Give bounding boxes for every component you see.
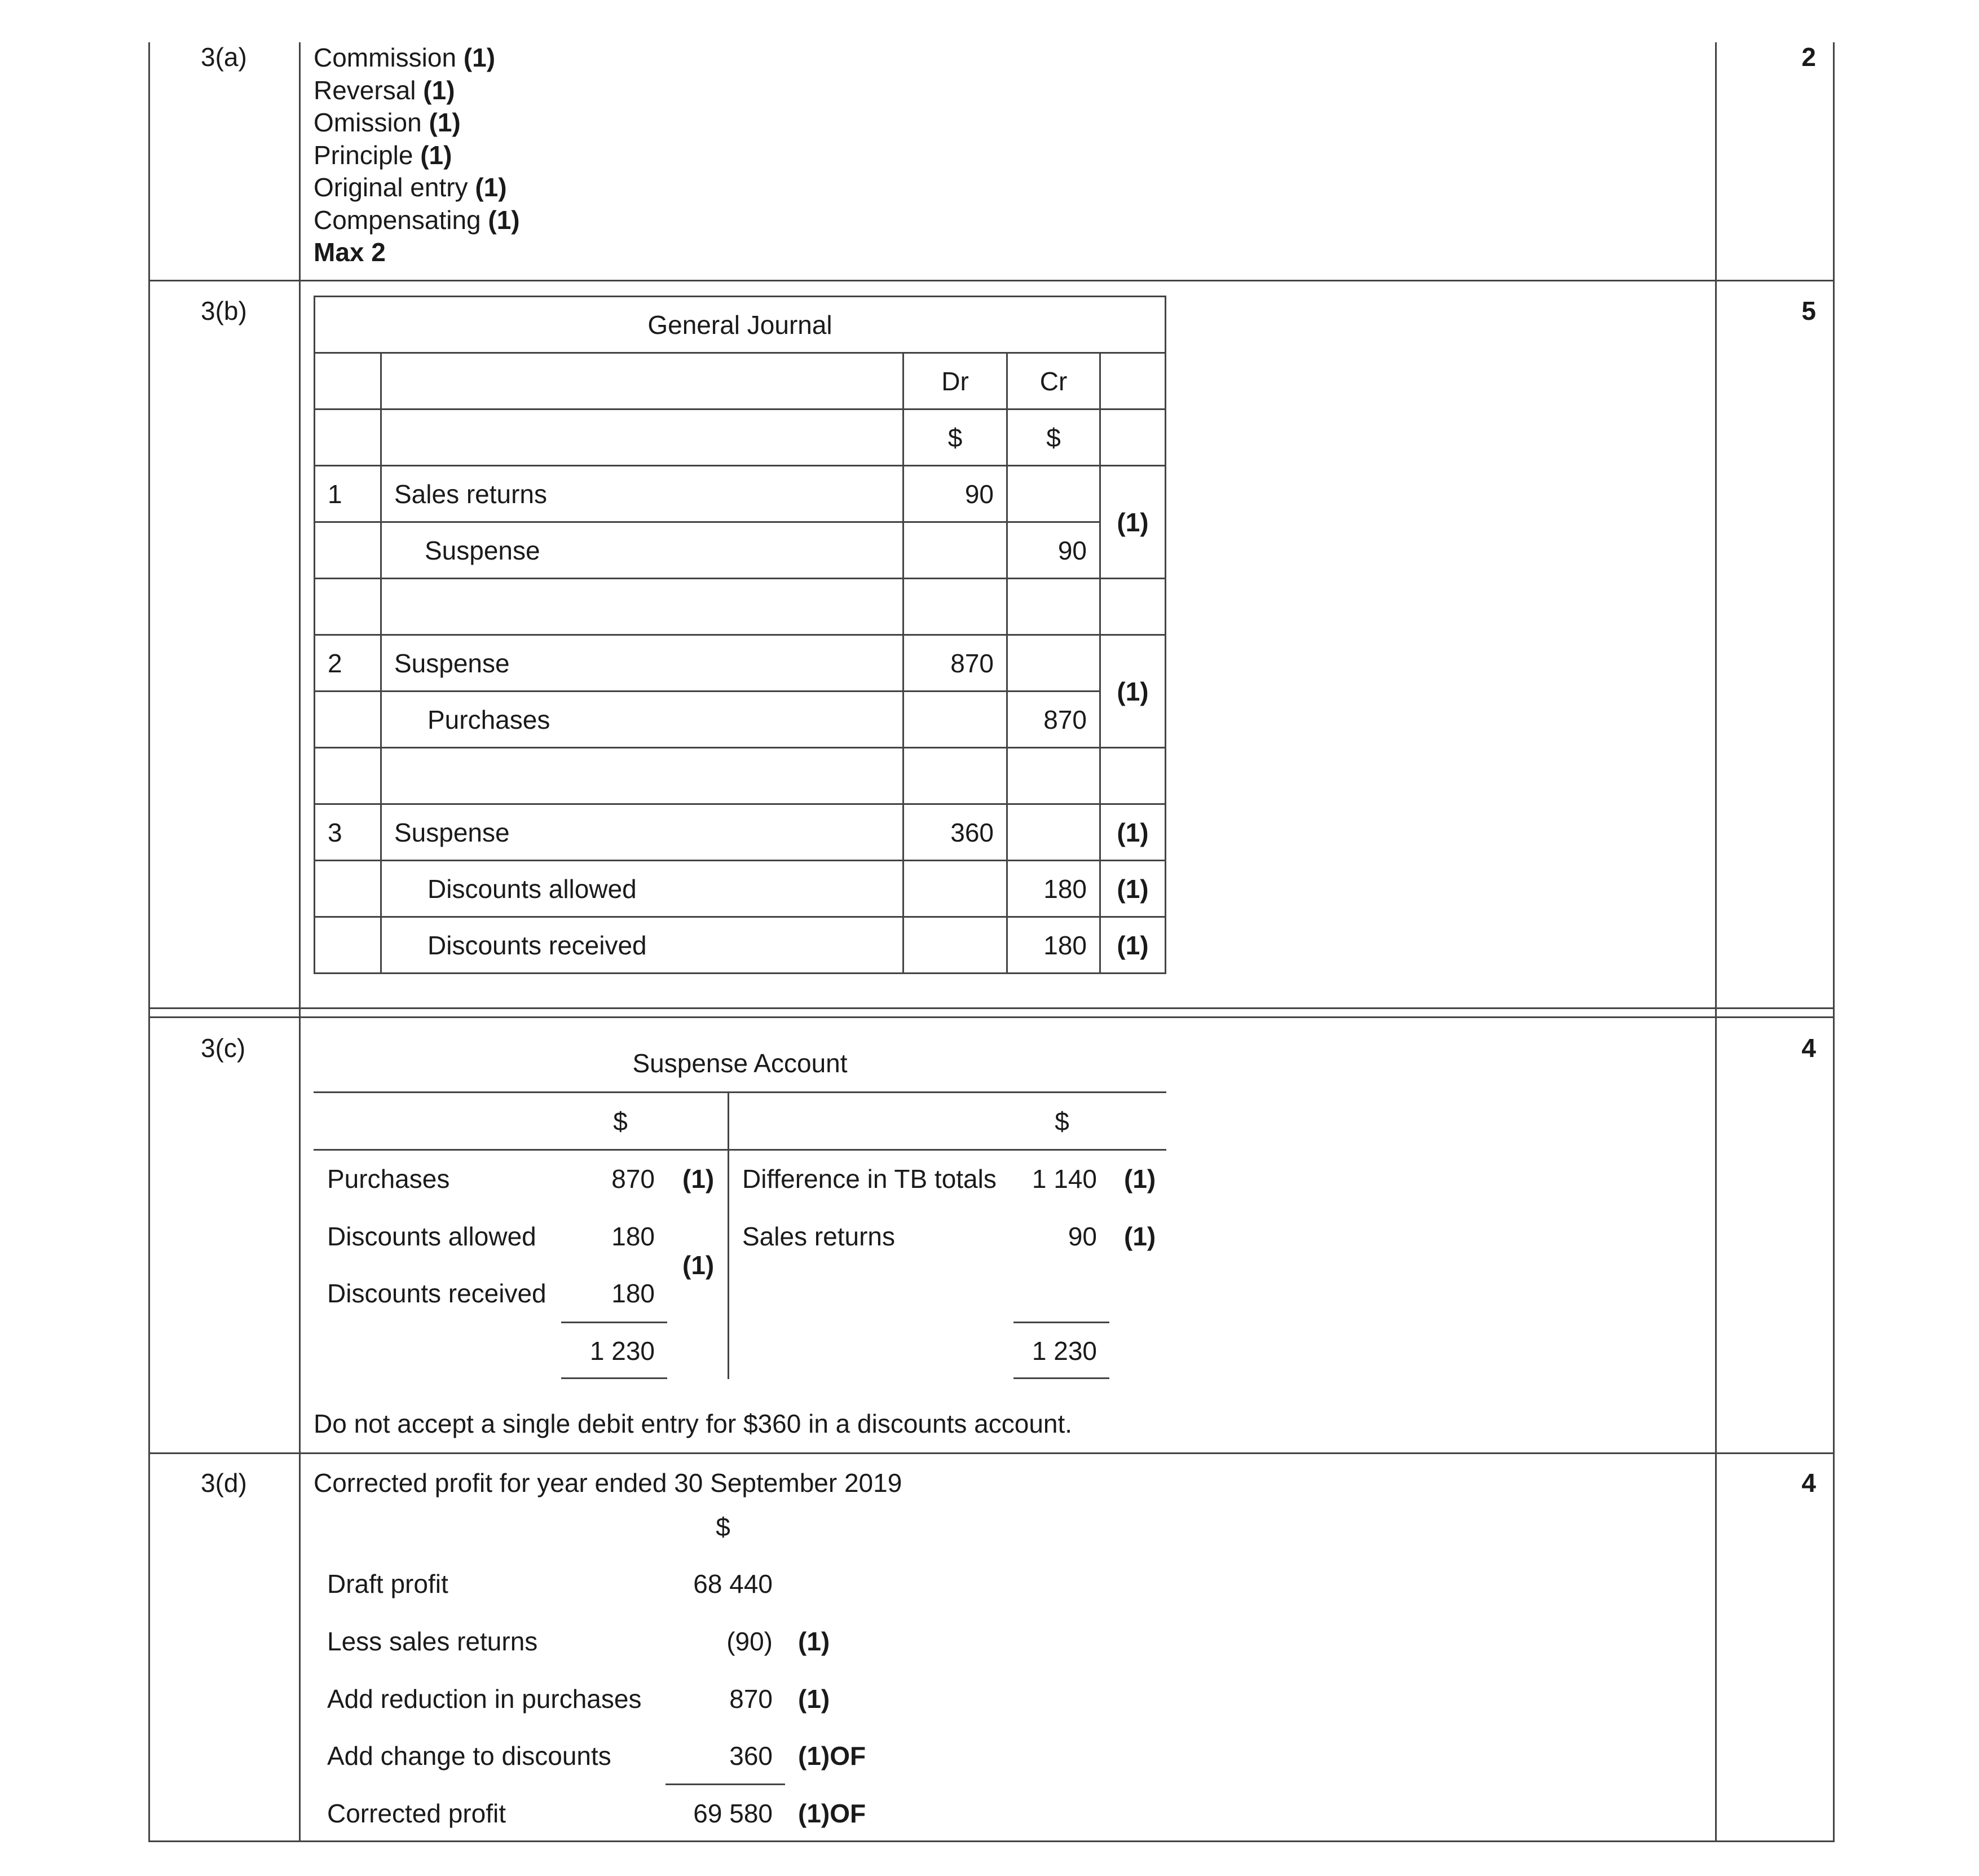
- debit-label: Discounts received: [327, 1279, 546, 1308]
- entry-number: 3: [315, 804, 381, 861]
- account-name: Suspense: [381, 522, 903, 579]
- debit-total-rule-top: [561, 1322, 667, 1323]
- grid-col-divider-2: [1715, 42, 1717, 1842]
- account-name: Suspense: [381, 804, 903, 861]
- t-account-header-rule: [314, 1149, 1166, 1151]
- journal-row: [315, 466, 1166, 522]
- answer-list: [314, 42, 520, 269]
- credit-amount: [1007, 635, 1100, 692]
- mark: (1): [1124, 1164, 1156, 1194]
- credit-label: Difference in TB totals: [742, 1164, 997, 1194]
- profit-label: Add change to discounts: [327, 1741, 611, 1771]
- journal-row: [315, 522, 1166, 579]
- entry-number: [315, 861, 381, 917]
- journal-row: [315, 635, 1166, 692]
- debit-label: Discounts allowed: [327, 1222, 536, 1251]
- debit-amount: [903, 917, 1007, 974]
- t-account-center-rule: [728, 1091, 729, 1379]
- mark: (1): [1100, 635, 1166, 748]
- mark: (1): [1100, 466, 1166, 579]
- mark: (1): [1124, 1222, 1156, 1251]
- row-divider-bc-2: [148, 1016, 1835, 1018]
- journal-blank-row: [315, 579, 1166, 635]
- marks-total: 2: [1801, 42, 1816, 72]
- mark: (1)OF: [798, 1799, 866, 1828]
- debit-total-rule-bottom: [561, 1377, 667, 1379]
- profit-amount: 360: [729, 1741, 773, 1771]
- credit-amount: [1007, 466, 1100, 522]
- answer-item: Reversal (1): [314, 75, 455, 105]
- credit-label: Sales returns: [742, 1222, 896, 1251]
- entry-number: [315, 692, 381, 748]
- debit-amount: 180: [611, 1222, 655, 1251]
- question-number: 3(c): [201, 1033, 246, 1063]
- credit-amount: 870: [1007, 692, 1100, 748]
- credit-amount: 1 140: [1032, 1164, 1097, 1194]
- question-number: 3(d): [201, 1468, 247, 1498]
- mark: (1): [682, 1164, 715, 1194]
- credit-amount: [1007, 804, 1100, 861]
- question-number: 3(a): [201, 42, 247, 72]
- marks-total: 4: [1801, 1033, 1816, 1063]
- grid-bottom-border: [148, 1840, 1835, 1842]
- credit-total-rule-bottom: [1013, 1377, 1109, 1379]
- debit-amount: 360: [903, 804, 1007, 861]
- mark: (1): [798, 1684, 830, 1714]
- entry-number: 1: [315, 466, 381, 522]
- profit-amount: 68 440: [693, 1569, 773, 1598]
- row-divider-cd: [148, 1452, 1835, 1454]
- suspense-account-title: Suspense Account: [632, 1049, 848, 1078]
- account-name: Purchases: [381, 692, 903, 748]
- answer-item: Compensating (1): [314, 205, 520, 235]
- journal-row: [315, 804, 1166, 861]
- grid-col-divider-1: [299, 42, 301, 1842]
- max-marks-note: Max 2: [314, 237, 386, 267]
- cr-header: Cr: [1007, 353, 1100, 409]
- answer-item: Commission (1): [314, 43, 496, 72]
- mark: (1): [798, 1627, 830, 1656]
- debit-amount: [903, 692, 1007, 748]
- profit-label: Add reduction in purchases: [327, 1684, 642, 1714]
- dr-header: Dr: [903, 353, 1007, 409]
- debit-amount: 870: [903, 635, 1007, 692]
- general-journal-table: [314, 296, 1166, 974]
- cr-currency: $: [1007, 409, 1100, 466]
- mark: (1): [682, 1250, 715, 1280]
- grid-left-border: [148, 42, 150, 1842]
- credit-amount: 180: [1007, 861, 1100, 917]
- debit-amount: [903, 861, 1007, 917]
- profit-label: Less sales returns: [327, 1627, 538, 1656]
- credit-amount: 90: [1007, 522, 1100, 579]
- row-divider-ab: [148, 280, 1835, 281]
- mark: (1): [1100, 861, 1166, 917]
- journal-row: [315, 917, 1166, 974]
- answer-item: Principle (1): [314, 140, 452, 170]
- grid-right-border: [1833, 42, 1835, 1842]
- profit-total-rule-bottom: [665, 1840, 785, 1842]
- credit-total: 1 230: [1032, 1336, 1097, 1366]
- marks-total: 4: [1801, 1468, 1816, 1498]
- debit-label: Purchases: [327, 1164, 450, 1194]
- t-account-top-rule: [314, 1091, 1166, 1093]
- profit-label: Corrected profit: [327, 1799, 506, 1828]
- profit-total-rule-top: [665, 1783, 785, 1785]
- journal-blank-row: [315, 748, 1166, 804]
- dr-currency: $: [903, 409, 1007, 466]
- mark: (1): [1100, 804, 1166, 861]
- profit-label: Draft profit: [327, 1569, 448, 1598]
- debit-currency: $: [613, 1107, 628, 1136]
- mark: (1)OF: [798, 1741, 866, 1771]
- credit-amount: 180: [1007, 917, 1100, 974]
- account-name: Suspense: [381, 635, 903, 692]
- account-name: Sales returns: [381, 466, 903, 522]
- credit-total-rule-top: [1013, 1322, 1109, 1323]
- account-name: Discounts received: [381, 917, 903, 974]
- journal-row: [315, 861, 1166, 917]
- profit-amount: 870: [729, 1684, 773, 1714]
- entry-number: [315, 522, 381, 579]
- profit-amount: 69 580: [693, 1799, 773, 1828]
- journal-row: [315, 692, 1166, 748]
- profit-amount: (90): [726, 1627, 773, 1656]
- marking-note: Do not accept a single debit entry for $360 in a discounts account.: [314, 1409, 1073, 1438]
- debit-amount: 180: [611, 1279, 655, 1308]
- answer-item: Omission (1): [314, 108, 461, 137]
- account-name: Discounts allowed: [381, 861, 903, 917]
- question-number: 3(b): [201, 296, 247, 325]
- mark: (1): [1100, 917, 1166, 974]
- debit-amount: 870: [611, 1164, 655, 1194]
- debit-amount: [903, 522, 1007, 579]
- profit-currency: $: [716, 1512, 730, 1542]
- debit-total: 1 230: [589, 1336, 655, 1366]
- marks-total: 5: [1801, 296, 1816, 325]
- corrected-profit-title: Corrected profit for year ended 30 September 2019: [314, 1468, 902, 1498]
- answer-item: Original entry (1): [314, 173, 507, 202]
- journal-title: General Journal: [315, 297, 1166, 353]
- credit-amount: 90: [1068, 1222, 1097, 1251]
- entry-number: [315, 917, 381, 974]
- credit-currency: $: [1055, 1107, 1069, 1136]
- debit-amount: 90: [903, 466, 1007, 522]
- row-divider-bc-1: [148, 1007, 1835, 1009]
- entry-number: 2: [315, 635, 381, 692]
